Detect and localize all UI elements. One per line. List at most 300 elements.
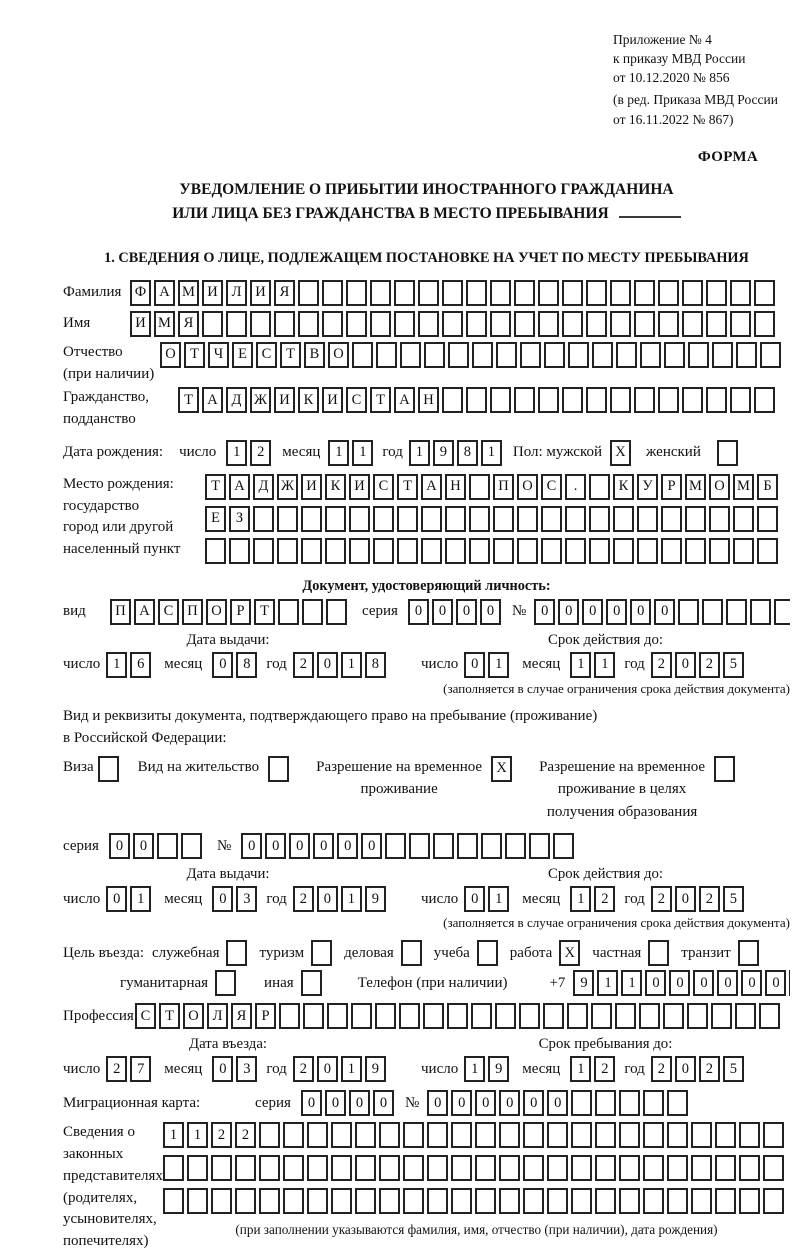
form-cell[interactable]: 1 (352, 440, 373, 466)
form-cell[interactable] (375, 1003, 396, 1029)
form-cell[interactable] (643, 1122, 664, 1148)
form-cell[interactable] (547, 1188, 568, 1214)
form-cell[interactable] (691, 1155, 712, 1181)
form-cell[interactable]: 0 (265, 833, 286, 859)
form-cell[interactable] (763, 1122, 784, 1148)
form-cell[interactable] (757, 506, 778, 532)
form-cell[interactable] (385, 833, 406, 859)
form-cell[interactable] (326, 599, 347, 625)
form-cell[interactable]: 0 (523, 1090, 544, 1116)
form-cell[interactable] (211, 1155, 232, 1181)
form-cell[interactable] (739, 1155, 760, 1181)
form-cell[interactable] (274, 311, 295, 337)
form-cell[interactable] (750, 599, 771, 625)
form-cell[interactable] (661, 538, 682, 564)
form-cell[interactable] (394, 311, 415, 337)
form-cell[interactable] (763, 1155, 784, 1181)
form-cell[interactable] (664, 342, 685, 368)
form-cell[interactable] (349, 538, 370, 564)
form-cell[interactable] (709, 506, 730, 532)
form-cell[interactable]: 0 (582, 599, 603, 625)
form-cell[interactable] (163, 1188, 184, 1214)
form-cell[interactable] (277, 538, 298, 564)
form-cell[interactable]: 2 (594, 886, 615, 912)
form-cell[interactable] (754, 280, 775, 306)
form-cell[interactable]: Н (418, 387, 439, 413)
form-cell[interactable] (667, 1188, 688, 1214)
form-cell[interactable] (469, 474, 490, 500)
form-cell[interactable] (615, 1003, 636, 1029)
form-cell[interactable]: 2 (699, 1056, 720, 1082)
form-cell[interactable] (471, 1003, 492, 1029)
form-cell[interactable]: И (274, 387, 295, 413)
form-cell[interactable] (331, 1155, 352, 1181)
form-cell[interactable]: 0 (317, 886, 338, 912)
form-cell[interactable]: 0 (558, 599, 579, 625)
form-cell[interactable] (592, 342, 613, 368)
form-cell[interactable] (187, 1188, 208, 1214)
form-cell[interactable] (442, 280, 463, 306)
form-cell[interactable]: К (298, 387, 319, 413)
form-cell[interactable] (640, 342, 661, 368)
form-cell[interactable] (157, 833, 178, 859)
form-cell[interactable]: 0 (313, 833, 334, 859)
form-cell[interactable] (757, 538, 778, 564)
form-cell[interactable] (370, 311, 391, 337)
form-cell[interactable] (475, 1155, 496, 1181)
form-cell[interactable]: Я (178, 311, 199, 337)
form-cell[interactable] (397, 506, 418, 532)
form-cell[interactable] (403, 1155, 424, 1181)
form-cell[interactable] (351, 1003, 372, 1029)
form-cell[interactable]: 2 (250, 440, 271, 466)
form-cell[interactable]: Ф (130, 280, 151, 306)
form-cell[interactable]: 0 (109, 833, 130, 859)
form-cell[interactable] (331, 1122, 352, 1148)
form-cell[interactable] (682, 280, 703, 306)
form-cell[interactable]: 0 (361, 833, 382, 859)
form-cell[interactable] (571, 1090, 592, 1116)
form-cell[interactable] (613, 506, 634, 532)
form-cell[interactable] (325, 506, 346, 532)
form-cell[interactable] (730, 387, 751, 413)
form-cell[interactable] (568, 342, 589, 368)
form-cell[interactable] (519, 1003, 540, 1029)
form-cell[interactable]: 1 (409, 440, 430, 466)
form-cell[interactable] (571, 1122, 592, 1148)
form-cell[interactable]: О (183, 1003, 204, 1029)
form-cell[interactable] (427, 1122, 448, 1148)
form-cell[interactable] (658, 280, 679, 306)
form-cell[interactable] (541, 538, 562, 564)
form-cell[interactable] (538, 311, 559, 337)
form-cell[interactable] (613, 538, 634, 564)
form-cell[interactable] (445, 506, 466, 532)
form-cell[interactable]: Ж (250, 387, 271, 413)
form-cell[interactable] (517, 538, 538, 564)
form-cell[interactable]: М (154, 311, 175, 337)
form-cell[interactable] (754, 311, 775, 337)
form-cell[interactable] (547, 1122, 568, 1148)
form-cell[interactable]: 5 (723, 1056, 744, 1082)
form-cell[interactable]: Д (253, 474, 274, 500)
form-cell[interactable]: А (421, 474, 442, 500)
form-cell[interactable]: 1 (488, 652, 509, 678)
form-cell[interactable]: 0 (534, 599, 555, 625)
form-cell[interactable]: 0 (464, 652, 485, 678)
form-cell[interactable]: П (493, 474, 514, 500)
form-cell[interactable] (301, 506, 322, 532)
form-cell[interactable]: Т (205, 474, 226, 500)
form-cell[interactable] (667, 1155, 688, 1181)
form-cell[interactable] (643, 1090, 664, 1116)
form-cell[interactable]: 1 (597, 970, 618, 996)
form-cell[interactable]: 0 (669, 970, 690, 996)
form-cell[interactable]: 1 (226, 440, 247, 466)
form-cell[interactable] (730, 311, 751, 337)
form-cell[interactable] (493, 538, 514, 564)
form-cell[interactable]: 0 (241, 833, 262, 859)
form-cell[interactable] (715, 1122, 736, 1148)
form-cell[interactable] (451, 1122, 472, 1148)
form-cell[interactable] (738, 940, 759, 966)
form-cell[interactable]: М (685, 474, 706, 500)
form-cell[interactable] (421, 538, 442, 564)
form-cell[interactable] (685, 506, 706, 532)
form-cell[interactable] (643, 1155, 664, 1181)
form-cell[interactable] (523, 1155, 544, 1181)
form-cell[interactable]: 2 (293, 652, 314, 678)
form-cell[interactable] (658, 311, 679, 337)
form-cell[interactable] (424, 342, 445, 368)
form-cell[interactable]: Ч (208, 342, 229, 368)
form-cell[interactable]: 0 (693, 970, 714, 996)
form-cell[interactable]: С (346, 387, 367, 413)
form-cell[interactable]: 0 (408, 599, 429, 625)
form-cell[interactable]: К (325, 474, 346, 500)
form-cell[interactable]: 2 (235, 1122, 256, 1148)
form-cell[interactable]: Т (254, 599, 275, 625)
form-cell[interactable]: 1 (341, 1056, 362, 1082)
form-cell[interactable]: 1 (481, 440, 502, 466)
form-cell[interactable] (541, 506, 562, 532)
form-cell[interactable] (712, 342, 733, 368)
form-cell[interactable] (322, 280, 343, 306)
form-cell[interactable]: Т (178, 387, 199, 413)
form-cell[interactable] (538, 280, 559, 306)
form-cell[interactable] (442, 311, 463, 337)
form-cell[interactable] (423, 1003, 444, 1029)
form-cell[interactable] (409, 833, 430, 859)
form-cell[interactable] (496, 342, 517, 368)
form-cell[interactable]: 7 (130, 1056, 151, 1082)
form-cell[interactable] (505, 833, 526, 859)
form-cell[interactable]: М (178, 280, 199, 306)
form-cell[interactable]: Е (232, 342, 253, 368)
form-cell[interactable]: 3 (236, 1056, 257, 1082)
form-cell[interactable] (499, 1188, 520, 1214)
form-cell[interactable]: 2 (651, 1056, 672, 1082)
form-cell[interactable]: 0 (675, 1056, 696, 1082)
form-cell[interactable]: 0 (212, 1056, 233, 1082)
form-cell[interactable]: Т (280, 342, 301, 368)
form-cell[interactable]: Т (184, 342, 205, 368)
form-cell[interactable]: 0 (606, 599, 627, 625)
form-cell[interactable] (187, 1155, 208, 1181)
form-cell[interactable] (619, 1122, 640, 1148)
form-cell[interactable] (736, 342, 757, 368)
form-cell[interactable]: 2 (594, 1056, 615, 1082)
form-cell[interactable]: А (394, 387, 415, 413)
form-cell[interactable] (303, 1003, 324, 1029)
form-cell[interactable]: 8 (236, 652, 257, 678)
form-cell[interactable]: 0 (212, 652, 233, 678)
form-cell[interactable] (373, 506, 394, 532)
form-cell[interactable] (760, 342, 781, 368)
form-cell[interactable] (733, 506, 754, 532)
form-cell[interactable]: 0 (717, 970, 738, 996)
form-cell[interactable]: 8 (365, 652, 386, 678)
form-cell[interactable] (457, 833, 478, 859)
form-cell[interactable] (442, 387, 463, 413)
form-cell[interactable] (754, 387, 775, 413)
form-cell[interactable] (490, 311, 511, 337)
form-cell[interactable]: 0 (675, 652, 696, 678)
form-cell[interactable] (493, 506, 514, 532)
form-cell[interactable]: Т (159, 1003, 180, 1029)
form-cell[interactable] (562, 311, 583, 337)
form-cell[interactable]: Т (397, 474, 418, 500)
form-cell[interactable]: 2 (293, 1056, 314, 1082)
form-cell[interactable]: 0 (301, 1090, 322, 1116)
form-cell[interactable] (418, 311, 439, 337)
form-cell[interactable] (307, 1188, 328, 1214)
form-cell[interactable] (523, 1188, 544, 1214)
form-cell[interactable]: 0 (133, 833, 154, 859)
form-cell[interactable] (472, 342, 493, 368)
form-cell[interactable]: О (328, 342, 349, 368)
form-cell[interactable]: 1 (464, 1056, 485, 1082)
form-cell[interactable] (688, 342, 709, 368)
form-cell[interactable]: . (565, 474, 586, 500)
form-cell[interactable] (678, 599, 699, 625)
form-cell[interactable]: 0 (289, 833, 310, 859)
form-cell[interactable] (283, 1122, 304, 1148)
form-cell[interactable] (499, 1122, 520, 1148)
form-cell[interactable]: 8 (457, 440, 478, 466)
form-cell[interactable] (215, 970, 236, 996)
form-cell[interactable] (702, 599, 723, 625)
form-cell[interactable] (250, 311, 271, 337)
form-cell[interactable] (447, 1003, 468, 1029)
form-cell[interactable] (421, 506, 442, 532)
form-cell[interactable] (379, 1155, 400, 1181)
title-blank-line[interactable] (619, 202, 681, 218)
form-cell[interactable]: А (229, 474, 250, 500)
form-cell[interactable] (619, 1090, 640, 1116)
form-cell[interactable] (379, 1188, 400, 1214)
form-cell[interactable] (739, 1122, 760, 1148)
form-cell[interactable]: 1 (163, 1122, 184, 1148)
form-cell[interactable] (469, 506, 490, 532)
form-cell[interactable] (373, 538, 394, 564)
form-cell[interactable] (565, 506, 586, 532)
form-cell[interactable]: 0 (317, 652, 338, 678)
form-cell[interactable] (562, 387, 583, 413)
form-cell[interactable]: И (322, 387, 343, 413)
form-cell[interactable] (586, 387, 607, 413)
form-cell[interactable] (586, 280, 607, 306)
form-cell[interactable] (529, 833, 550, 859)
form-cell[interactable]: 6 (130, 652, 151, 678)
form-cell[interactable] (661, 506, 682, 532)
form-cell[interactable] (658, 387, 679, 413)
form-cell[interactable] (298, 311, 319, 337)
form-cell[interactable]: Я (274, 280, 295, 306)
form-cell[interactable] (595, 1090, 616, 1116)
form-cell[interactable]: 0 (654, 599, 675, 625)
form-cell[interactable] (277, 506, 298, 532)
form-cell[interactable]: Р (255, 1003, 276, 1029)
form-cell[interactable] (311, 940, 332, 966)
form-cell[interactable] (648, 940, 669, 966)
form-cell[interactable]: Н (445, 474, 466, 500)
form-cell[interactable] (634, 387, 655, 413)
form-cell[interactable]: 0 (317, 1056, 338, 1082)
form-cell[interactable]: 1 (570, 1056, 591, 1082)
form-cell[interactable]: 0 (373, 1090, 394, 1116)
form-cell[interactable] (401, 940, 422, 966)
form-cell[interactable]: А (154, 280, 175, 306)
form-cell[interactable] (98, 756, 119, 782)
form-cell[interactable] (283, 1188, 304, 1214)
form-cell[interactable]: О (709, 474, 730, 500)
form-cell[interactable] (253, 538, 274, 564)
form-cell[interactable] (634, 311, 655, 337)
form-cell[interactable] (259, 1122, 280, 1148)
form-cell[interactable] (562, 280, 583, 306)
form-cell[interactable] (523, 1122, 544, 1148)
form-cell[interactable]: 2 (699, 886, 720, 912)
form-cell[interactable] (711, 1003, 732, 1029)
form-cell[interactable] (298, 280, 319, 306)
form-cell[interactable]: М (733, 474, 754, 500)
form-cell[interactable] (433, 833, 454, 859)
form-cell[interactable] (639, 1003, 660, 1029)
form-cell[interactable] (253, 506, 274, 532)
form-cell[interactable] (571, 1188, 592, 1214)
form-cell[interactable] (349, 506, 370, 532)
form-cell[interactable] (717, 440, 738, 466)
form-cell[interactable] (325, 538, 346, 564)
form-cell[interactable] (637, 506, 658, 532)
form-cell[interactable]: И (202, 280, 223, 306)
form-cell[interactable] (322, 311, 343, 337)
form-cell[interactable]: 1 (341, 886, 362, 912)
form-cell[interactable] (466, 311, 487, 337)
form-cell[interactable]: И (250, 280, 271, 306)
form-cell[interactable] (543, 1003, 564, 1029)
form-cell[interactable] (235, 1188, 256, 1214)
form-cell[interactable]: 5 (723, 886, 744, 912)
form-cell[interactable] (619, 1155, 640, 1181)
form-cell[interactable] (226, 940, 247, 966)
form-cell[interactable]: И (349, 474, 370, 500)
form-cell[interactable]: Р (230, 599, 251, 625)
form-cell[interactable]: П (182, 599, 203, 625)
form-cell[interactable] (307, 1155, 328, 1181)
form-cell[interactable] (619, 1188, 640, 1214)
form-cell[interactable] (370, 280, 391, 306)
form-cell[interactable]: 1 (621, 970, 642, 996)
form-cell[interactable] (682, 311, 703, 337)
form-cell[interactable] (553, 833, 574, 859)
form-cell[interactable]: 2 (651, 886, 672, 912)
form-cell[interactable] (726, 599, 747, 625)
form-cell[interactable]: Е (205, 506, 226, 532)
form-cell[interactable]: 0 (349, 1090, 370, 1116)
form-cell[interactable] (331, 1188, 352, 1214)
form-cell[interactable] (739, 1188, 760, 1214)
form-cell[interactable] (589, 474, 610, 500)
form-cell[interactable] (283, 1155, 304, 1181)
form-cell[interactable] (733, 538, 754, 564)
form-cell[interactable]: 1 (130, 886, 151, 912)
form-cell[interactable] (610, 280, 631, 306)
form-cell[interactable]: 2 (651, 652, 672, 678)
form-cell[interactable] (307, 1122, 328, 1148)
form-cell[interactable] (616, 342, 637, 368)
form-cell[interactable] (685, 538, 706, 564)
form-cell[interactable] (495, 1003, 516, 1029)
form-cell[interactable]: 0 (741, 970, 762, 996)
form-cell[interactable]: 1 (488, 886, 509, 912)
form-cell[interactable] (514, 387, 535, 413)
form-cell[interactable] (418, 280, 439, 306)
form-cell[interactable]: 0 (432, 599, 453, 625)
form-cell[interactable] (499, 1155, 520, 1181)
form-cell[interactable] (643, 1188, 664, 1214)
form-cell[interactable]: Ж (277, 474, 298, 500)
form-cell[interactable] (715, 1155, 736, 1181)
form-cell[interactable] (259, 1155, 280, 1181)
form-cell[interactable]: Я (231, 1003, 252, 1029)
form-cell[interactable]: Д (226, 387, 247, 413)
form-cell[interactable]: Л (226, 280, 247, 306)
form-cell[interactable]: С (158, 599, 179, 625)
form-cell[interactable]: 2 (699, 652, 720, 678)
form-cell[interactable] (514, 311, 535, 337)
form-cell[interactable] (469, 538, 490, 564)
form-cell[interactable] (706, 311, 727, 337)
form-cell[interactable] (466, 280, 487, 306)
form-cell[interactable]: X (559, 940, 580, 966)
form-cell[interactable]: С (256, 342, 277, 368)
form-cell[interactable]: А (202, 387, 223, 413)
form-cell[interactable] (235, 1155, 256, 1181)
form-cell[interactable]: 5 (723, 652, 744, 678)
form-cell[interactable]: 0 (765, 970, 786, 996)
form-cell[interactable] (394, 280, 415, 306)
form-cell[interactable] (687, 1003, 708, 1029)
form-cell[interactable] (451, 1155, 472, 1181)
form-cell[interactable] (520, 342, 541, 368)
form-cell[interactable] (346, 280, 367, 306)
form-cell[interactable] (403, 1122, 424, 1148)
form-cell[interactable]: Р (661, 474, 682, 500)
form-cell[interactable] (589, 506, 610, 532)
form-cell[interactable] (302, 599, 323, 625)
